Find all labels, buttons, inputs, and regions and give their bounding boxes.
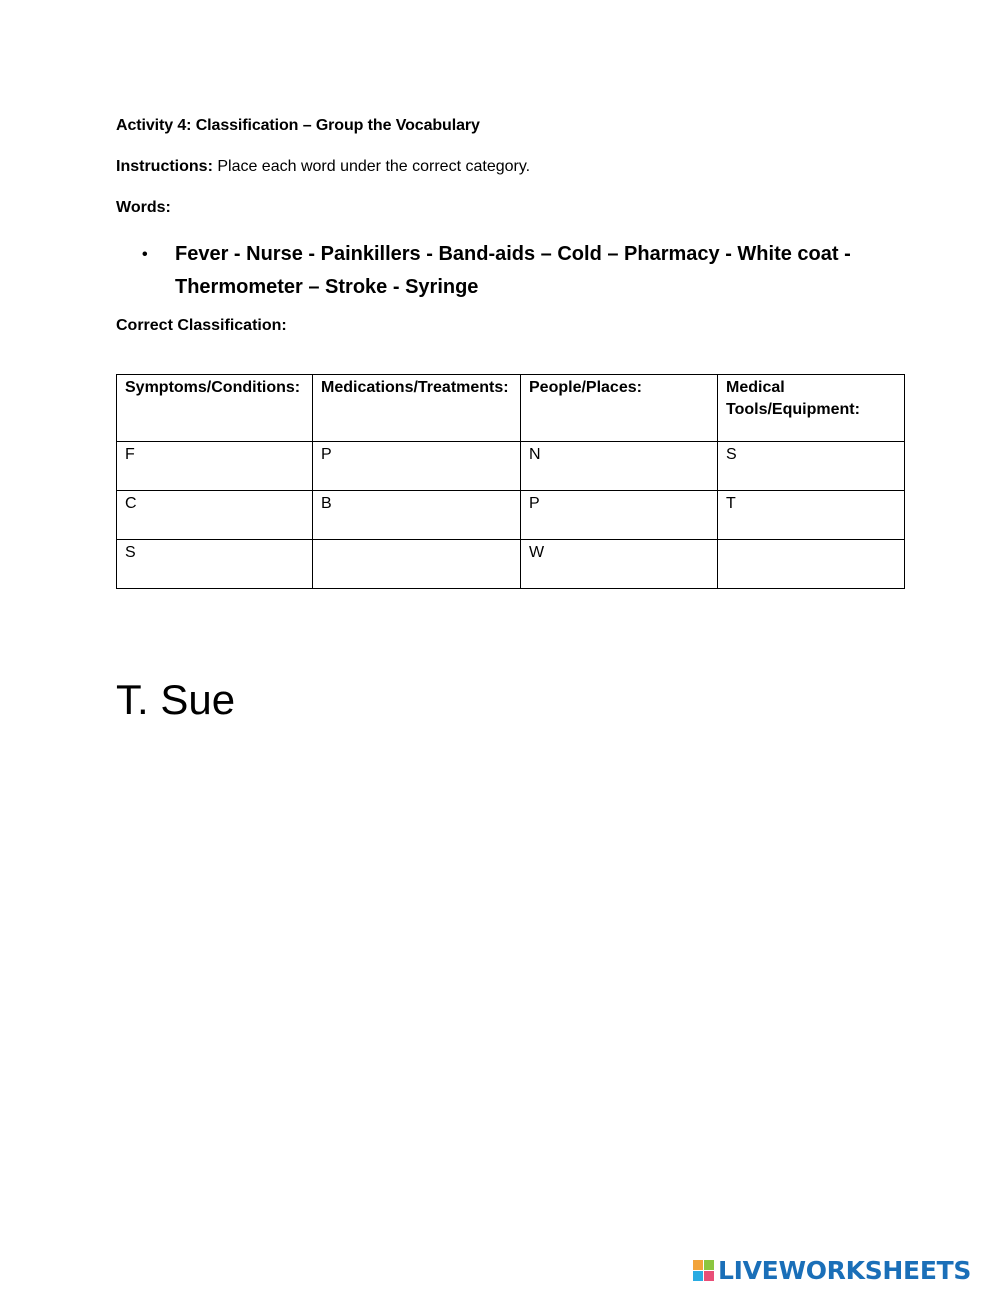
table-cell[interactable]: S (718, 442, 905, 491)
word-list-item (116, 238, 896, 304)
table-row (117, 442, 905, 491)
word-list (116, 238, 896, 304)
table-cell[interactable]: B (313, 491, 521, 540)
classification-table (116, 374, 905, 589)
table-cell[interactable]: F (117, 442, 313, 491)
table-cell[interactable]: P (313, 442, 521, 491)
logo-square (704, 1271, 714, 1281)
liveworksheets-logo-icon (693, 1260, 714, 1281)
bullet-icon: • (142, 246, 148, 263)
activity-heading: Activity 4: Classification – Group the Vocabulary (116, 117, 480, 134)
instructions-label: Instructions: (116, 158, 213, 175)
author-name: T. Sue (116, 676, 236, 723)
table-cell[interactable]: S (117, 540, 313, 589)
table-row (117, 491, 905, 540)
table-cell[interactable]: C (117, 491, 313, 540)
table-cell[interactable]: T (718, 491, 905, 540)
table-cell[interactable]: N (521, 442, 718, 491)
table-row (117, 540, 905, 589)
words-line: Fever - Nurse - Painkillers - Band-aids – Cold – Pharmacy - White coat - Thermometer – Stroke - Syringe (175, 243, 851, 298)
table-cell[interactable]: W (521, 540, 718, 589)
words-label: Words: (116, 199, 171, 216)
header-symptoms: Symptoms/Conditions: (117, 375, 313, 442)
classification-label: Correct Classification: (116, 317, 287, 334)
instructions (116, 158, 530, 176)
table-cell[interactable]: P (521, 491, 718, 540)
header-medications: Medications/Treatments: (313, 375, 521, 442)
instructions-text: Place each word under the correct category. (212, 158, 531, 175)
brand-footer (693, 1255, 971, 1285)
header-people-places: People/Places: (521, 375, 718, 442)
header-medical-tools: Medical Tools/Equipment: (718, 375, 905, 442)
table-cell[interactable] (313, 540, 521, 589)
logo-square (704, 1260, 714, 1270)
table-header-row (117, 375, 905, 442)
logo-square (693, 1271, 703, 1281)
brand-name: LIVEWORKSHEETS (718, 1255, 972, 1285)
logo-square (693, 1260, 703, 1270)
table-cell[interactable] (718, 540, 905, 589)
